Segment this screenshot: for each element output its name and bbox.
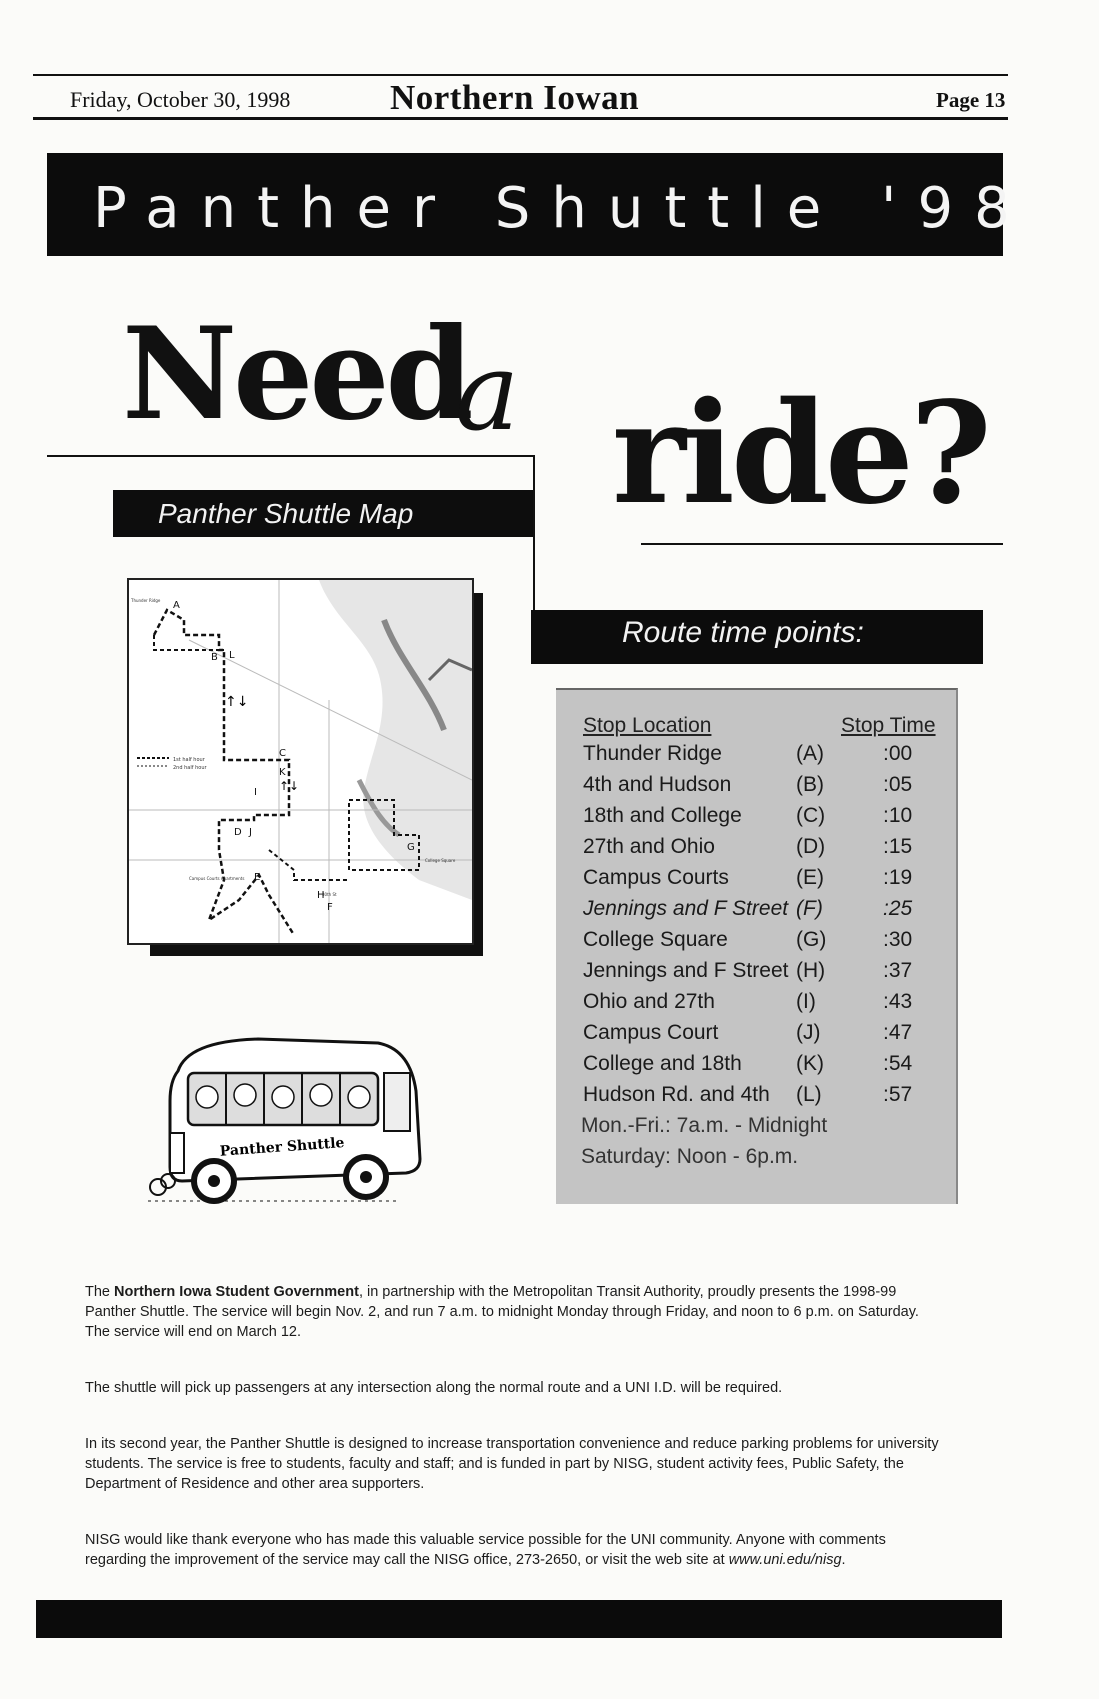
stop-code: (A) [796,742,824,765]
stop-time: :57 [883,1083,913,1106]
stop-code: (H) [796,959,826,982]
banner-title: Panther Shuttle '98 [93,176,1031,241]
paragraph-thanks [85,1530,945,1570]
map-label: Panther Shuttle Map [158,498,414,529]
map-point-letter: I [254,787,257,798]
stop-time: :05 [883,773,913,796]
newspaper-name: Northern Iowan [390,78,640,117]
route-line-c [269,850,349,880]
legend-second-half: 2nd half hour [173,765,207,771]
map-place-campus-courts: Campus Courts Apartments [189,876,245,881]
p4-text: NISG would like thank everyone who has made this valuable service possible for the UNI community. Anyone with comments regarding the improvement of the service may call the NISG office, 273-2650, or visit the web site at [85,1532,886,1568]
stop-location: 18th and College [583,804,742,827]
stop-time: :25 [883,897,913,920]
map-point-letter: C [279,748,286,759]
map-point-letter: K [279,767,286,778]
map-point-letter: H [317,890,325,901]
stop-time-header: Stop Time [841,714,936,737]
stop-location: Campus Court [583,1021,719,1044]
direction-arrow-icon: ↑↓ [225,694,249,710]
shuttle-route-map [127,578,474,945]
route-line-b [154,635,224,650]
stop-time: :10 [883,804,913,827]
bus-illustration [148,1031,428,1211]
map-point-letter: E [254,872,261,883]
stop-time: :43 [883,990,913,1013]
map-place-30th-street: 30th St [322,892,337,897]
stop-code: (K) [796,1052,824,1075]
bus-sign: Panther Shuttle [219,1135,345,1160]
stop-time: :54 [883,1052,913,1075]
bus-door [384,1073,410,1131]
stop-code: (D) [796,835,826,858]
stop-time: :47 [883,1021,913,1044]
weekday-hours: Mon.-Fri.: 7a.m. - Midnight [581,1114,828,1137]
map-place-thunder-ridge: Thunder Ridge [131,598,161,603]
stop-code: (B) [796,773,824,796]
legend-first-half: 1st half hour [173,757,205,763]
headline-divider-line [47,455,535,457]
ride-underline [641,543,1003,545]
stop-code: (I) [796,990,816,1013]
map-drawing [129,580,472,943]
headline-a: a [455,330,520,455]
stop-time: :00 [883,742,913,765]
stop-time: :30 [883,928,913,951]
stop-code: (C) [796,804,826,827]
stop-location: Ohio and 27th [583,990,715,1013]
stop-code: (F) [796,897,823,920]
paragraph-purpose: In its second year, the Panther Shuttle is designed to increase transportation convenience and reduce parking problems for university students. The service is free to students, faculty and staff; and is funded in part by NISG, student activity fees, Public Safety, the Department of Residence and other area supporters. [85,1436,939,1492]
stop-time: :37 [883,959,913,982]
stop-time: :15 [883,835,913,858]
bus-icon [148,1031,428,1211]
website-link[interactable]: www.uni.edu/nisg [728,1552,842,1568]
masthead-bottom-rule [33,117,1008,120]
map-point-letter: J [249,827,252,838]
p4-end: . [841,1552,846,1568]
stop-location: 4th and Hudson [583,773,732,796]
stop-location: 27th and Ohio [583,835,715,858]
paragraph-pickup: The shuttle will pick up passengers at any intersection along the normal route and a UNI I.D. will be required. [85,1380,783,1396]
map-point-letter: A [173,600,180,611]
stop-code: (L) [796,1083,822,1106]
map-point-letter: G [407,842,415,853]
rear-hub [208,1175,220,1187]
p1-lead: The [85,1284,115,1300]
bus-rear [170,1133,184,1173]
stop-time: :19 [883,866,913,889]
route-label: Route time points: [622,616,864,649]
stop-location: College and 18th [583,1052,742,1075]
headline-ride: ride? [612,372,988,536]
direction-arrow-icon: ↑↓ [279,779,300,793]
stop-location: Hudson Rd. and 4th [583,1083,770,1106]
headline-need: Need [122,300,470,448]
stop-code: (E) [796,866,824,889]
stop-location-header: Stop Location [583,714,712,737]
stop-code: (J) [796,1021,821,1044]
paragraph-announcement [85,1282,945,1342]
stop-code: (G) [796,928,827,951]
route-line [154,610,294,935]
front-hub [360,1171,372,1183]
stop-location: College Square [583,928,728,951]
saturday-hours: Saturday: Noon - 6p.m. [581,1145,799,1168]
p1-org-name: Northern Iowa Student Government [114,1284,359,1300]
stop-location: Jennings and F Street [583,959,789,982]
page-number: Page 13 [936,88,1006,112]
terrain-shading [319,580,472,900]
map-point-letter: L [229,650,235,661]
masthead-top-rule [33,74,1008,76]
stop-location: Thunder Ridge [583,742,722,765]
p1-text: , in partnership with the Metropolitan Transit Authority, proudly presents the 1998-99 Panther Shuttle. The service will begin Nov. 2, and run 7 a.m. to midnight Monday through Friday, and noon to 6 p.m. on Saturday. The service will end on March 12. [85,1284,919,1340]
stop-location: Jennings and F Street [583,897,789,920]
map-point-letter: D [234,827,242,838]
map-point-letter: F [327,902,333,913]
stop-location: Campus Courts [583,866,729,889]
connector-vertical-line [533,455,535,613]
map-point-letter: B [211,652,218,663]
issue-date: Friday, October 30, 1998 [70,87,291,112]
map-place-college-square: College Square [425,858,456,863]
bottom-bar [36,1600,1002,1638]
